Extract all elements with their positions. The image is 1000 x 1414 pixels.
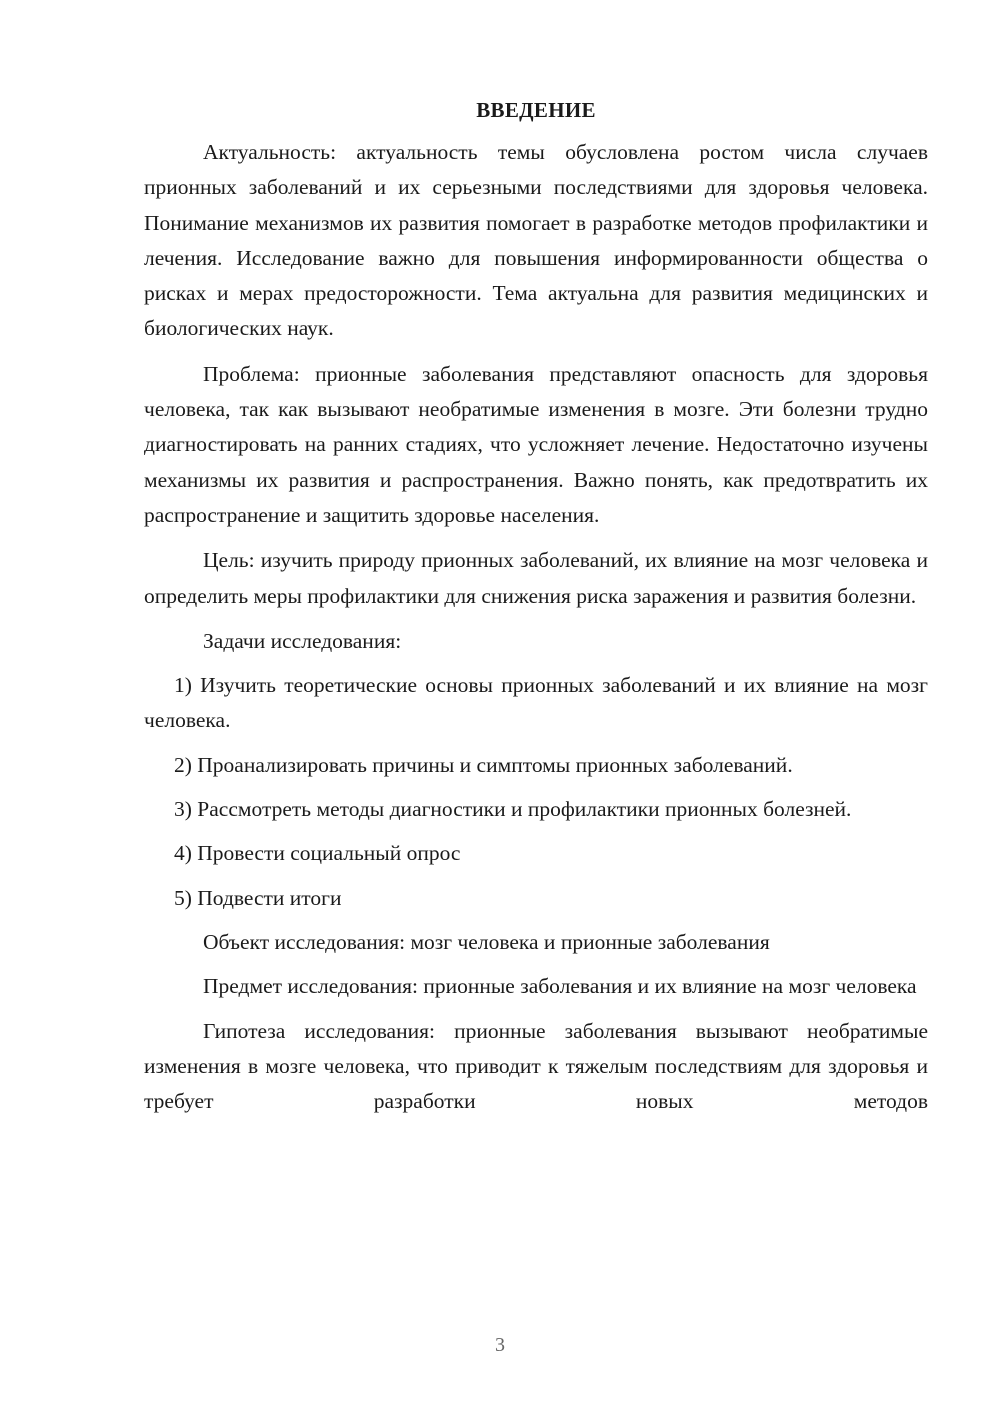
page-number: 3 — [495, 1334, 505, 1356]
task-item-5: 5) Подвести итоги — [174, 885, 342, 910]
relevance-paragraph: Актуальность: актуальность темы обусловлена ростом числа случаев прионных заболеваний и их серьезными последствиями для здоровья человека. Понимание механизмов их развития помогает в разработке методов профилактики и лечения. Исследование важно для повышения информированности общества о рисках и мерах предосторожности. Тема актуальна для развития медицинских и биологических наук. — [144, 140, 928, 341]
document-page — [144, 95, 928, 1119]
tasks-heading: Задачи исследования: — [203, 628, 402, 653]
subject-paragraph: Предмет исследования: прионные заболевания и их влияние на мозг человека — [203, 974, 917, 999]
task-item-4: 4) Провести социальный опрос — [174, 841, 461, 866]
problem-paragraph: Проблема: прионные заболевания представляют опасность для здоровья человека, так как вызывают необратимые изменения в мозге. Эти болезни трудно диагностировать на ранних стадиях, что усложняет лечение. Недостаточно изучены механизмы их развития и распространения. Важно понять, как предотвратить их распространение и защитить здоровье населения. — [144, 361, 928, 527]
section-title: ВВЕДЕНИЕ — [476, 98, 596, 122]
task-item-1: 1) Изучить теоретические основы прионных заболеваний и их влияние на мозг человека. — [144, 673, 928, 733]
object-paragraph: Объект исследования: мозг человека и прионные заболевания — [203, 929, 770, 954]
goal-paragraph: Цель: изучить природу прионных заболеваний, их влияние на мозг человека и определить меры профилактики для снижения риска заражения и развития болезни. — [144, 548, 928, 608]
task-item-3: 3) Рассмотреть методы диагностики и профилактики прионных болезней. — [174, 797, 852, 822]
task-item-2: 2) Проанализировать причины и симптомы прионных заболеваний. — [174, 752, 793, 777]
hypothesis-paragraph: Гипотеза исследования: прионные заболевания вызывают необратимые изменения в мозге человека, что приводит к тяжелым последствиям для здоровья и требует разработки новых методов — [144, 1018, 928, 1114]
